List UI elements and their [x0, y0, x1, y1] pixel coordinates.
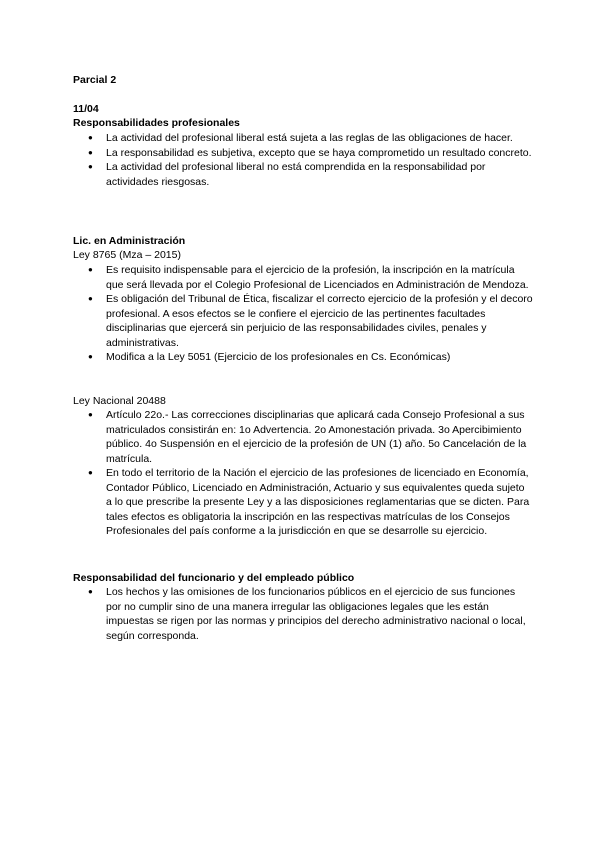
law-title-20488: Ley Nacional 20488	[73, 395, 166, 407]
list-funcionario	[73, 585, 533, 643]
list-item: ● La actividad del profesional liberal no está comprendida en la responsabilidad por actividades riesgosas.	[73, 160, 533, 189]
list-item: ● En todo el territorio de la Nación el ejercicio de las profesiones de licenciado en Economía, Contador Público, Licenciado en Administración, Actuario y sus equivalentes queda sujeto a lo que prescribe la presente Ley y a las disposiciones reglamentarias que se dicten. Para tales efectos es obligatoria la inscripción en las respectivas matrículas de los Consejos Profesionales del país conforme a la jurisdicción en que se desarrolle su ejercicio.	[73, 466, 533, 539]
document-title: Parcial 2	[73, 74, 117, 86]
list-item: ● Artículo 22o.- Las correcciones disciplinarias que aplicará cada Consejo Profesional a sus matriculados consistirán en: 1o Advertencia. 2o Amonestación privada. 3o Apercibimiento público. 4o Suspensión en el ejercicio de la profesión de UN (1) año. 5o Cancelación de la matrícula.	[73, 408, 533, 466]
list-item: ● Es requisito indispensable para el ejercicio de la profesión, la inscripción en la matrícula que será llevada por el Colegio Profesional de Licenciados en Administración de Mendoza.	[73, 263, 533, 292]
list-responsabilidades	[73, 131, 533, 189]
section-date: 11/04	[73, 103, 99, 115]
list-item: ● Modifica a la Ley 5051 (Ejercicio de los profesionales en Cs. Económicas)	[73, 350, 533, 365]
list-item: ● La actividad del profesional liberal está sujeta a las reglas de las obligaciones de hacer.	[73, 131, 533, 146]
list-item: ● La responsabilidad es subjetiva, excepto que se haya comprometido un resultado concreto.	[73, 146, 533, 161]
list-ley-20488	[73, 408, 533, 539]
section-heading-lic-administracion: Lic. en Administración	[73, 235, 186, 247]
law-title-8765: Ley 8765 (Mza – 2015)	[73, 249, 181, 261]
list-ley-8765	[73, 263, 533, 365]
list-item: ● Los hechos y las omisiones de los funcionarios públicos en el ejercicio de sus funciones por no cumplir sino de una manera irregular las obligaciones legales que les están impuestas se rigen por las normas y principios del derecho administrativo nacional o local, según corresponda.	[73, 585, 533, 643]
list-item: ● Es obligación del Tribunal de Ética, fiscalizar el correcto ejercicio de la profesión y el decoro profesional. A esos efectos se le confiere el ejercicio de las pertinentes facultades disciplinarias que ejercerá sin perjuicio de las responsabilidades civiles, penales y administrativas.	[73, 292, 533, 350]
section-heading-funcionario: Responsabilidad del funcionario y del empleado público	[73, 572, 355, 584]
section-heading-responsabilidades: Responsabilidades profesionales	[73, 117, 240, 129]
